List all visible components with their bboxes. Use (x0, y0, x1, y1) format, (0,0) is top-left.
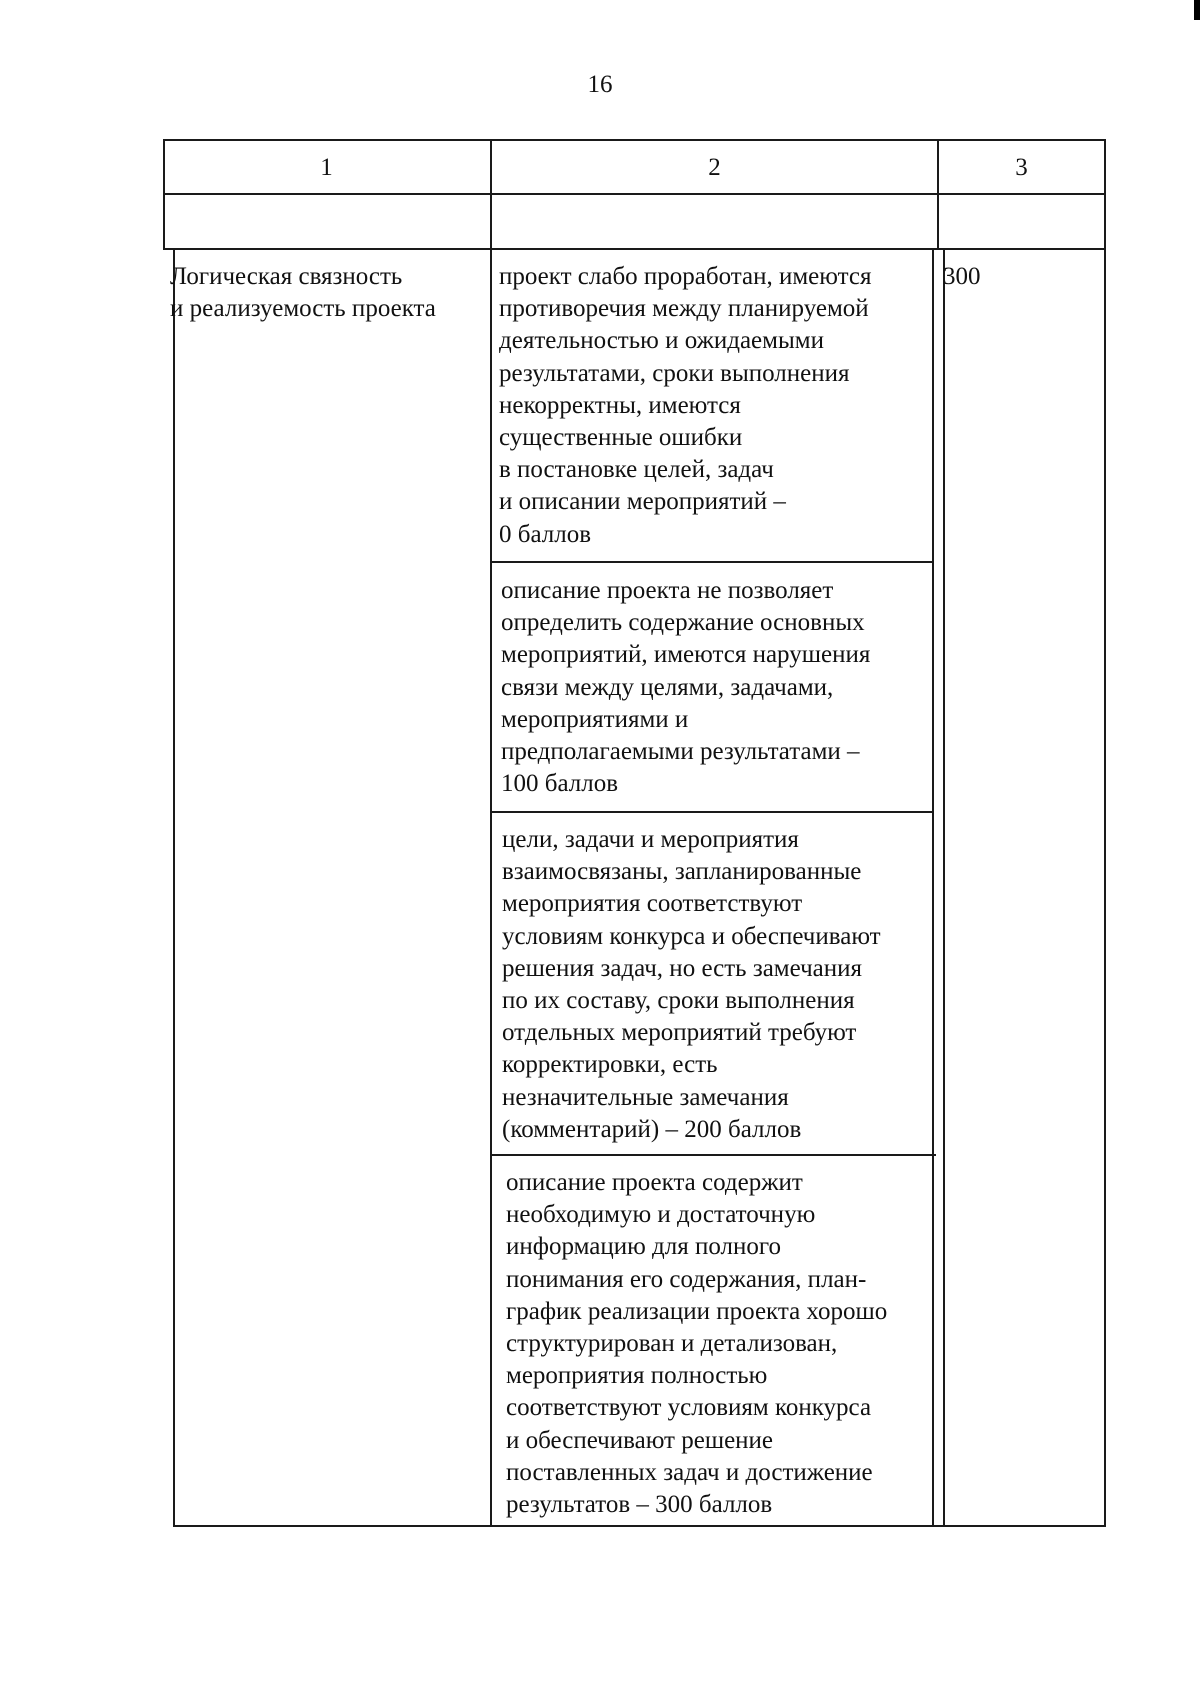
scan-edge-mark (1194, 0, 1200, 20)
column-divider-1 (490, 139, 492, 1527)
page-number: 16 (587, 71, 613, 98)
score-level-0: проект слабо проработан, имеются противоречия между планируемой деятельностью и ожидаемыми результатами, сроки выполнения некорректны, имеются существенные ошибки в постановке целей, задач и описании мероприятий – 0 баллов (499, 263, 872, 548)
level-divider-1 (490, 561, 934, 563)
score-level-200: цели, задачи и мероприятия взаимосвязаны, запланированные мероприятия соответствуют условиям конкурса и обеспечивают решения задач, но есть замечания по их составу, сроки выполнения отдельных мероприятий требуют корректировки, есть незначительные замечания (комментарий) – 200 баллов (502, 826, 881, 1143)
table-left-border-body (173, 248, 175, 1527)
score-level-100: описание проекта не позволяет определить содержание основных мероприятий, имеются нарушения связи между целями, задачами, мероприятиями и предполагаемыми результатами – 100 баллов (501, 577, 871, 798)
level-divider-3 (490, 1154, 936, 1156)
column-header-2: 2 (708, 154, 721, 181)
blank-row-divider (163, 248, 1106, 250)
table-bottom-border (173, 1525, 1106, 1527)
criterion-name: Логическая связность и реализуемость проекта (170, 263, 436, 323)
score-level-300: описание проекта содержит необходимую и достаточную информацию для полного понимания его содержания, план- график реализации проекта хорошо структурирован и детализован, мероприятия полностью соответствуют условиям конкурса и обеспечивают решение поставленных задач и достижение результатов – 300 баллов (506, 1169, 888, 1519)
column-divider-2-body (943, 248, 945, 1527)
level-divider-2 (490, 811, 934, 813)
header-row-divider (163, 193, 1106, 195)
column-header-1: 1 (320, 154, 333, 181)
max-score: 300 (943, 263, 981, 290)
table-right-border (1104, 139, 1106, 1527)
column-header-3: 3 (1015, 154, 1028, 181)
criteria-table (163, 139, 1106, 1527)
table-top-border (163, 139, 1106, 141)
